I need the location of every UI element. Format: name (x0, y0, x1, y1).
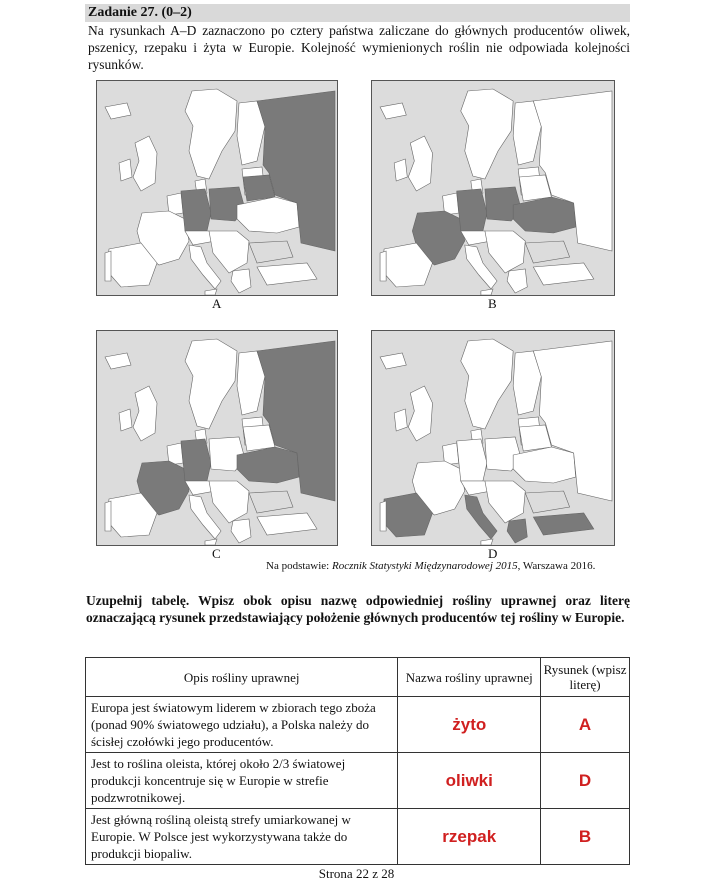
country-belarus-highlighted (243, 175, 275, 201)
table-row (86, 753, 630, 809)
europe-map-svg (372, 331, 614, 545)
europe-map-svg (97, 81, 337, 295)
country-germany-highlighted (181, 189, 211, 231)
task-intro: Na rysunkach A–D zaznaczono po cztery państwa zaliczane do głównych producentów oliwek, pszenicy, rzepaku i żyta w Europie. Kolejność wymienionych roślin nie odpowiada kolejności rysunków. (88, 23, 630, 72)
country-ireland (119, 159, 132, 181)
country-ireland (394, 409, 407, 431)
map-a-label: A (212, 296, 222, 311)
map-b-label: B (488, 296, 497, 311)
table-header-row (86, 658, 630, 697)
country-ireland (394, 159, 407, 181)
map-a (96, 80, 338, 296)
europe-map-svg (372, 81, 614, 295)
country-germany (457, 439, 487, 481)
source-note (266, 560, 595, 572)
country-germany-highlighted (457, 189, 487, 231)
instruction: Uzupełnij tabelę. Wpisz obok opisu nazwę odpowiedniej rośliny uprawnej oraz literę oznaczającą rysunek przedstawiający położenie głównych producentów tej rośliny w Europie. (86, 593, 630, 625)
country-ireland (119, 409, 132, 431)
plant-name-field[interactable]: rzepak (398, 809, 541, 865)
country-belarus (519, 175, 551, 201)
row-desc: Jest to roślina oleista, której około 2/3 światowej produkcji koncentruje się w Europie w strefie podzwrotnikowej. (86, 753, 398, 809)
map-letter-field[interactable]: B (541, 809, 630, 865)
plant-name-field[interactable]: żyto (398, 697, 541, 753)
task-title: Zadanie 27. (0–2) (88, 5, 192, 20)
header-desc: Opis rośliny uprawnej (86, 658, 398, 697)
answer-table (85, 657, 630, 865)
table-row (86, 697, 630, 753)
source-prefix: Na podstawie: (266, 560, 332, 572)
table-row (86, 809, 630, 865)
country-germany-highlighted (181, 439, 211, 481)
map-c-label: C (212, 546, 221, 561)
map-letter-field[interactable]: D (541, 753, 630, 809)
map-b (371, 80, 615, 296)
page-footer: Strona 22 z 28 (318, 866, 395, 881)
source-title: Rocznik Statystyki Międzynarodowej 2015 (331, 560, 518, 572)
map-c (96, 330, 338, 546)
header-name: Nazwa rośliny uprawnej (398, 658, 541, 697)
plant-name-field[interactable]: oliwki (398, 753, 541, 809)
country-belarus (243, 425, 275, 451)
country-portugal (380, 251, 386, 281)
country-belarus (519, 425, 551, 451)
map-letter-field[interactable]: A (541, 697, 630, 753)
header-letter: Rysunek (wpisz literę) (541, 658, 630, 697)
source-suffix: , Warszawa 2016. (517, 560, 596, 572)
map-d (371, 330, 615, 546)
country-portugal (105, 501, 111, 531)
row-desc: Europa jest światowym liderem w zbiorach tego zboża (ponad 90% światowego udziału), a Polska należy do ścisłej czołówki jego producentów. (86, 697, 398, 753)
row-desc: Jest główną rośliną oleistą strefy umiarkowanej w Europie. W Polsce jest wykorzystywana także do produkcji biopaliw. (86, 809, 398, 865)
country-portugal (105, 251, 111, 281)
country-portugal (380, 501, 386, 531)
map-d-label: D (488, 546, 498, 561)
europe-map-svg (97, 331, 337, 545)
